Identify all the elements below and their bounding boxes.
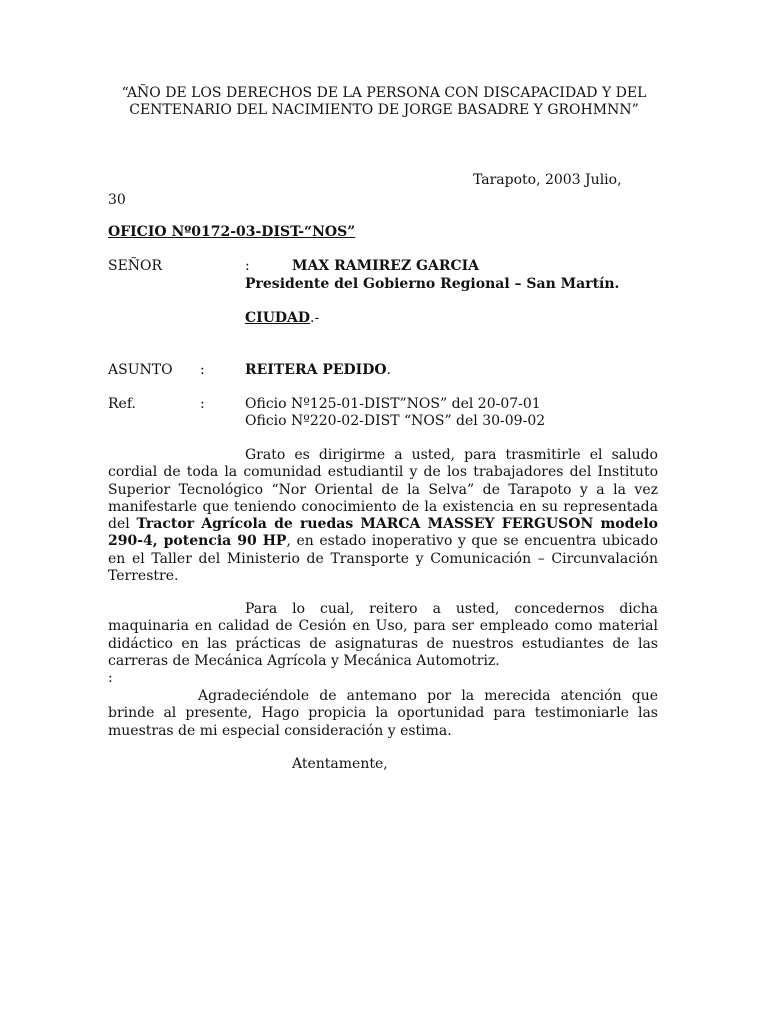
recipient-city-suffix: .- — [310, 310, 320, 326]
body-paragraph-2 — [108, 601, 658, 670]
body-p3-text: Agradeciéndole de antemano por la merecida atención que brinde al presente, Hago propicia la oportunidad para testimoniarle las muestras de mi especial consideración y estima. — [108, 688, 658, 739]
recipient-name: MAX RAMIREZ GARCIA — [292, 258, 480, 274]
letter-heading: “AÑO DE LOS DERECHOS DE LA PERSONA CON DISCAPACIDAD Y DEL CENTENARIO DEL NACIMIENTO DE JORGE BASADRE Y GROHMNN” — [121, 85, 647, 118]
recipient-label: SEÑOR — [108, 258, 163, 274]
subject-colon: : — [200, 362, 205, 378]
subject-value: REITERA PEDIDO — [245, 362, 387, 378]
body-p1-part2: , en estado inoperativo y que se encuentra ubicado en el Taller del Ministerio de Transporte y Comunicación – Circunvalación Terrestre. — [108, 533, 659, 585]
recipient-city: CIUDAD — [245, 310, 311, 326]
body-p2-text: Para lo cual, reitero a usted, concedernos dicha maquinaria en calidad de Cesión en Uso, para ser empleado como material didáctico en las prácticas de asignaturas de nuestros estudiantes de las carreras de Mecánica Agrícola y Mecánica Automotriz. — [108, 601, 658, 669]
reference-colon: : — [200, 396, 205, 412]
body-p1-part1: Grato es dirigirme a usted, para trasmitirle el saludo cordial de toda la comunidad estudiantil y de los trabajadores del Instituto Superior Tecnológico “Nor Oriental de la Selva” de Tarapoto y a la vez manifestarle que teniendo conocimiento de la existencia en su representada del — [108, 447, 658, 533]
reference-label: Ref. — [108, 396, 136, 412]
stray-colon: : — [108, 670, 113, 686]
date-day: 30 — [108, 192, 126, 208]
recipient-colon: : — [245, 258, 250, 274]
date-line: Tarapoto, 2003 Julio, — [473, 172, 622, 188]
recipient-title: Presidente del Gobierno Regional – San Martín. — [245, 276, 620, 292]
subject-line — [245, 362, 391, 379]
subject-suffix: . — [386, 362, 391, 378]
recipient-city-line — [245, 310, 319, 327]
oficio-number: OFICIO Nº0172-03-DIST-“NOS” — [108, 224, 356, 240]
body-paragraph-3 — [108, 688, 658, 740]
reference-line-2: Oficio Nº220-02-DIST “NOS” del 30-09-02 — [245, 413, 546, 429]
reference-line-1: Oficio Nº125-01-DIST”NOS” del 20-07-01 — [245, 396, 541, 412]
closing: Atentamente, — [292, 756, 388, 772]
subject-label: ASUNTO — [108, 362, 173, 378]
body-paragraph-1 — [108, 447, 658, 585]
body-p1-bold: Tractor Agrícola de ruedas MARCA MASSEY FERGUSON modelo 290-4, potencia 90 HP — [108, 516, 658, 550]
